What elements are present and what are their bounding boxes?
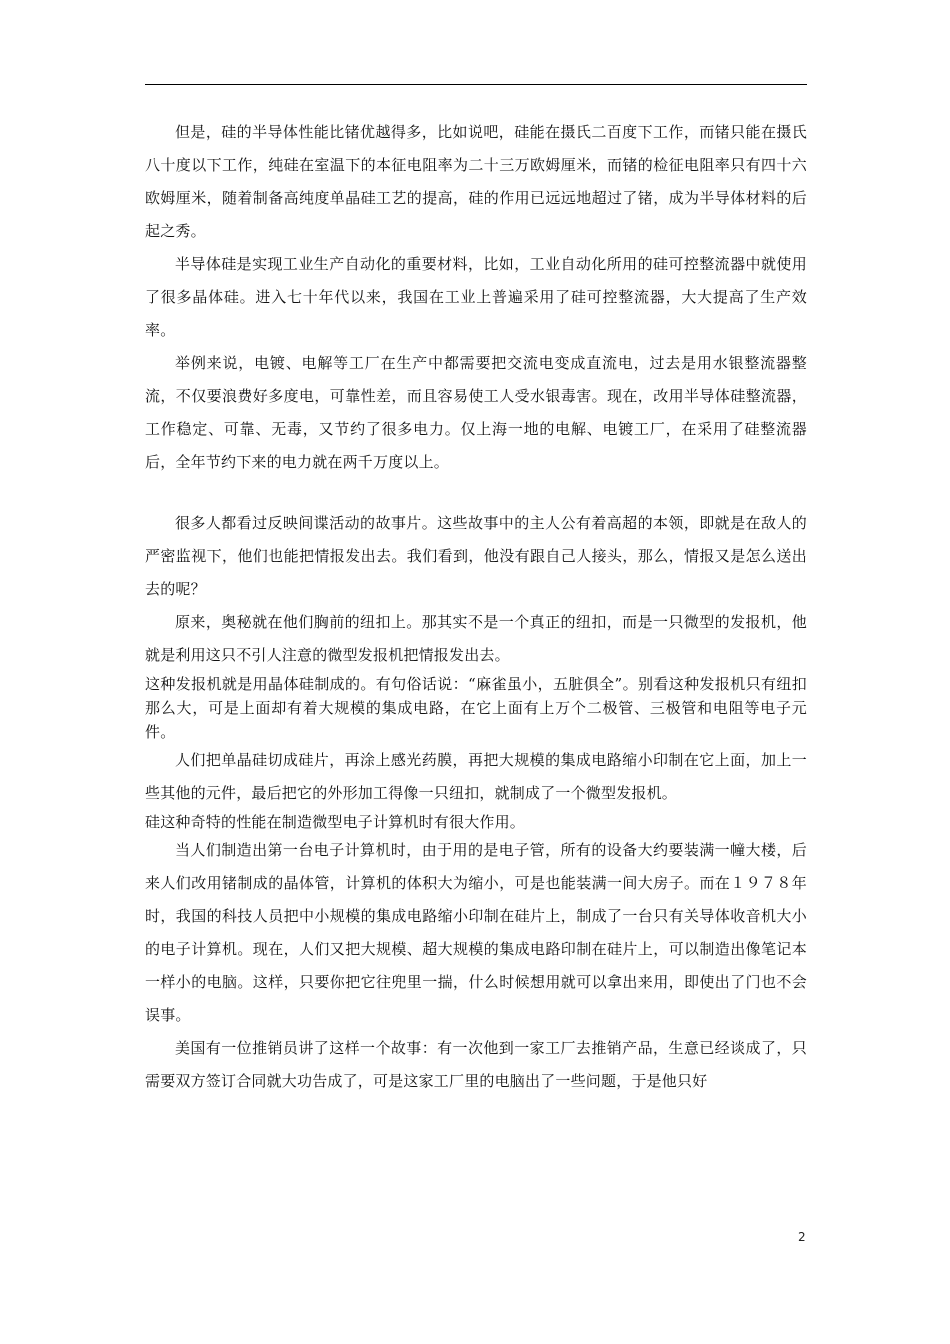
paragraph: 人们把单晶硅切成硅片，再涂上感光药膜，再把大规模的集成电路缩小印制在它上面，加上一些其他的元件，最后把它的外形加工得像一只纽扣，就制成了一个微型发报机。 (145, 751, 807, 802)
paragraph: 原来，奥秘就在他们胸前的纽扣上。那其实不是一个真正的纽扣，而是一只微型的发报机，他就是利用这只不引人注意的微型发报机把情报发出去。 (145, 613, 807, 664)
paragraph: 硅这种奇特的性能在制造微型电子计算机时有很大作用。 (145, 813, 526, 831)
paragraph: 很多人都看过反映间谍活动的故事片。这些故事中的主人公有着高超的本领，即就是在敌人的严密监视下，他们也能把情报发出去。我们看到，他没有跟自己人接头，那么，情报又是怎么送出去的呢？ (145, 514, 807, 598)
header-rule (145, 84, 807, 85)
paragraph: 半导体硅是实现工业生产自动化的重要材料，比如，工业自动化所用的硅可控整流器中就使用了很多晶体硅。进入七十年代以来，我国在工业上普遍采用了硅可控整流器，大大提高了生产效率。 (145, 255, 807, 339)
page-number: 2 (798, 1230, 806, 1244)
paragraph: 这种发报机就是用晶体硅制成的。有句俗话说：“麻雀虽小，五脏俱全”。别看这种发报机只有纽扣那么大，可是上面却有着大规模的集成电路，在它上面有上万个二极管、三极管和电阻等电子元件。 (145, 675, 807, 741)
paragraph: 美国有一位推销员讲了这样一个故事：有一次他到一家工厂去推销产品，生意已经谈成了，只需要双方签订合同就大功告成了，可是这家工厂里的电脑出了一些问题，于是他只好 (145, 1039, 807, 1090)
paragraph: 举例来说，电镀、电解等工厂在生产中都需要把交流电变成直流电，过去是用水银整流器整流，不仅要浪费好多度电，可靠性差，而且容易使工人受水银毒害。现在，改用半导体硅整流器，工作稳定、可靠、无毒，又节约了很多电力。仅上海一地的电解、电镀工厂，在采用了硅整流器后，全年节约下来的电力就在两千万度以上。 (145, 354, 807, 471)
document-body (145, 116, 807, 1098)
paragraph: 但是，硅的半导体性能比锗优越得多，比如说吧，硅能在摄氏二百度下工作，而锗只能在摄氏八十度以下工作，纯硅在室温下的本征电阻率为二十三万欧姆厘米，而锗的检征电阻率只有四十六欧姆厘米，随着制备高纯度单晶硅工艺的提高，硅的作用已远远地超过了锗，成为半导体材料的后起之秀。 (145, 123, 807, 240)
paragraph: 当人们制造出第一台电子计算机时，由于用的是电子管，所有的设备大约要装满一幢大楼，后来人们改用锗制成的晶体管，计算机的体积大为缩小，可是也能装满一间大房子。而在１９７８年时，我国的科技人员把中小规模的集成电路缩小印制在硅片上，制成了一台只有关导体收音机大小的电子计算机。现在，人们又把大规模、超大规模的集成电路印制在硅片上，可以制造出像笔记本一样小的电脑。这样，只要你把它往兜里一揣，什么时候想用就可以拿出来用，即使出了门也不会误事。 (145, 841, 807, 1024)
